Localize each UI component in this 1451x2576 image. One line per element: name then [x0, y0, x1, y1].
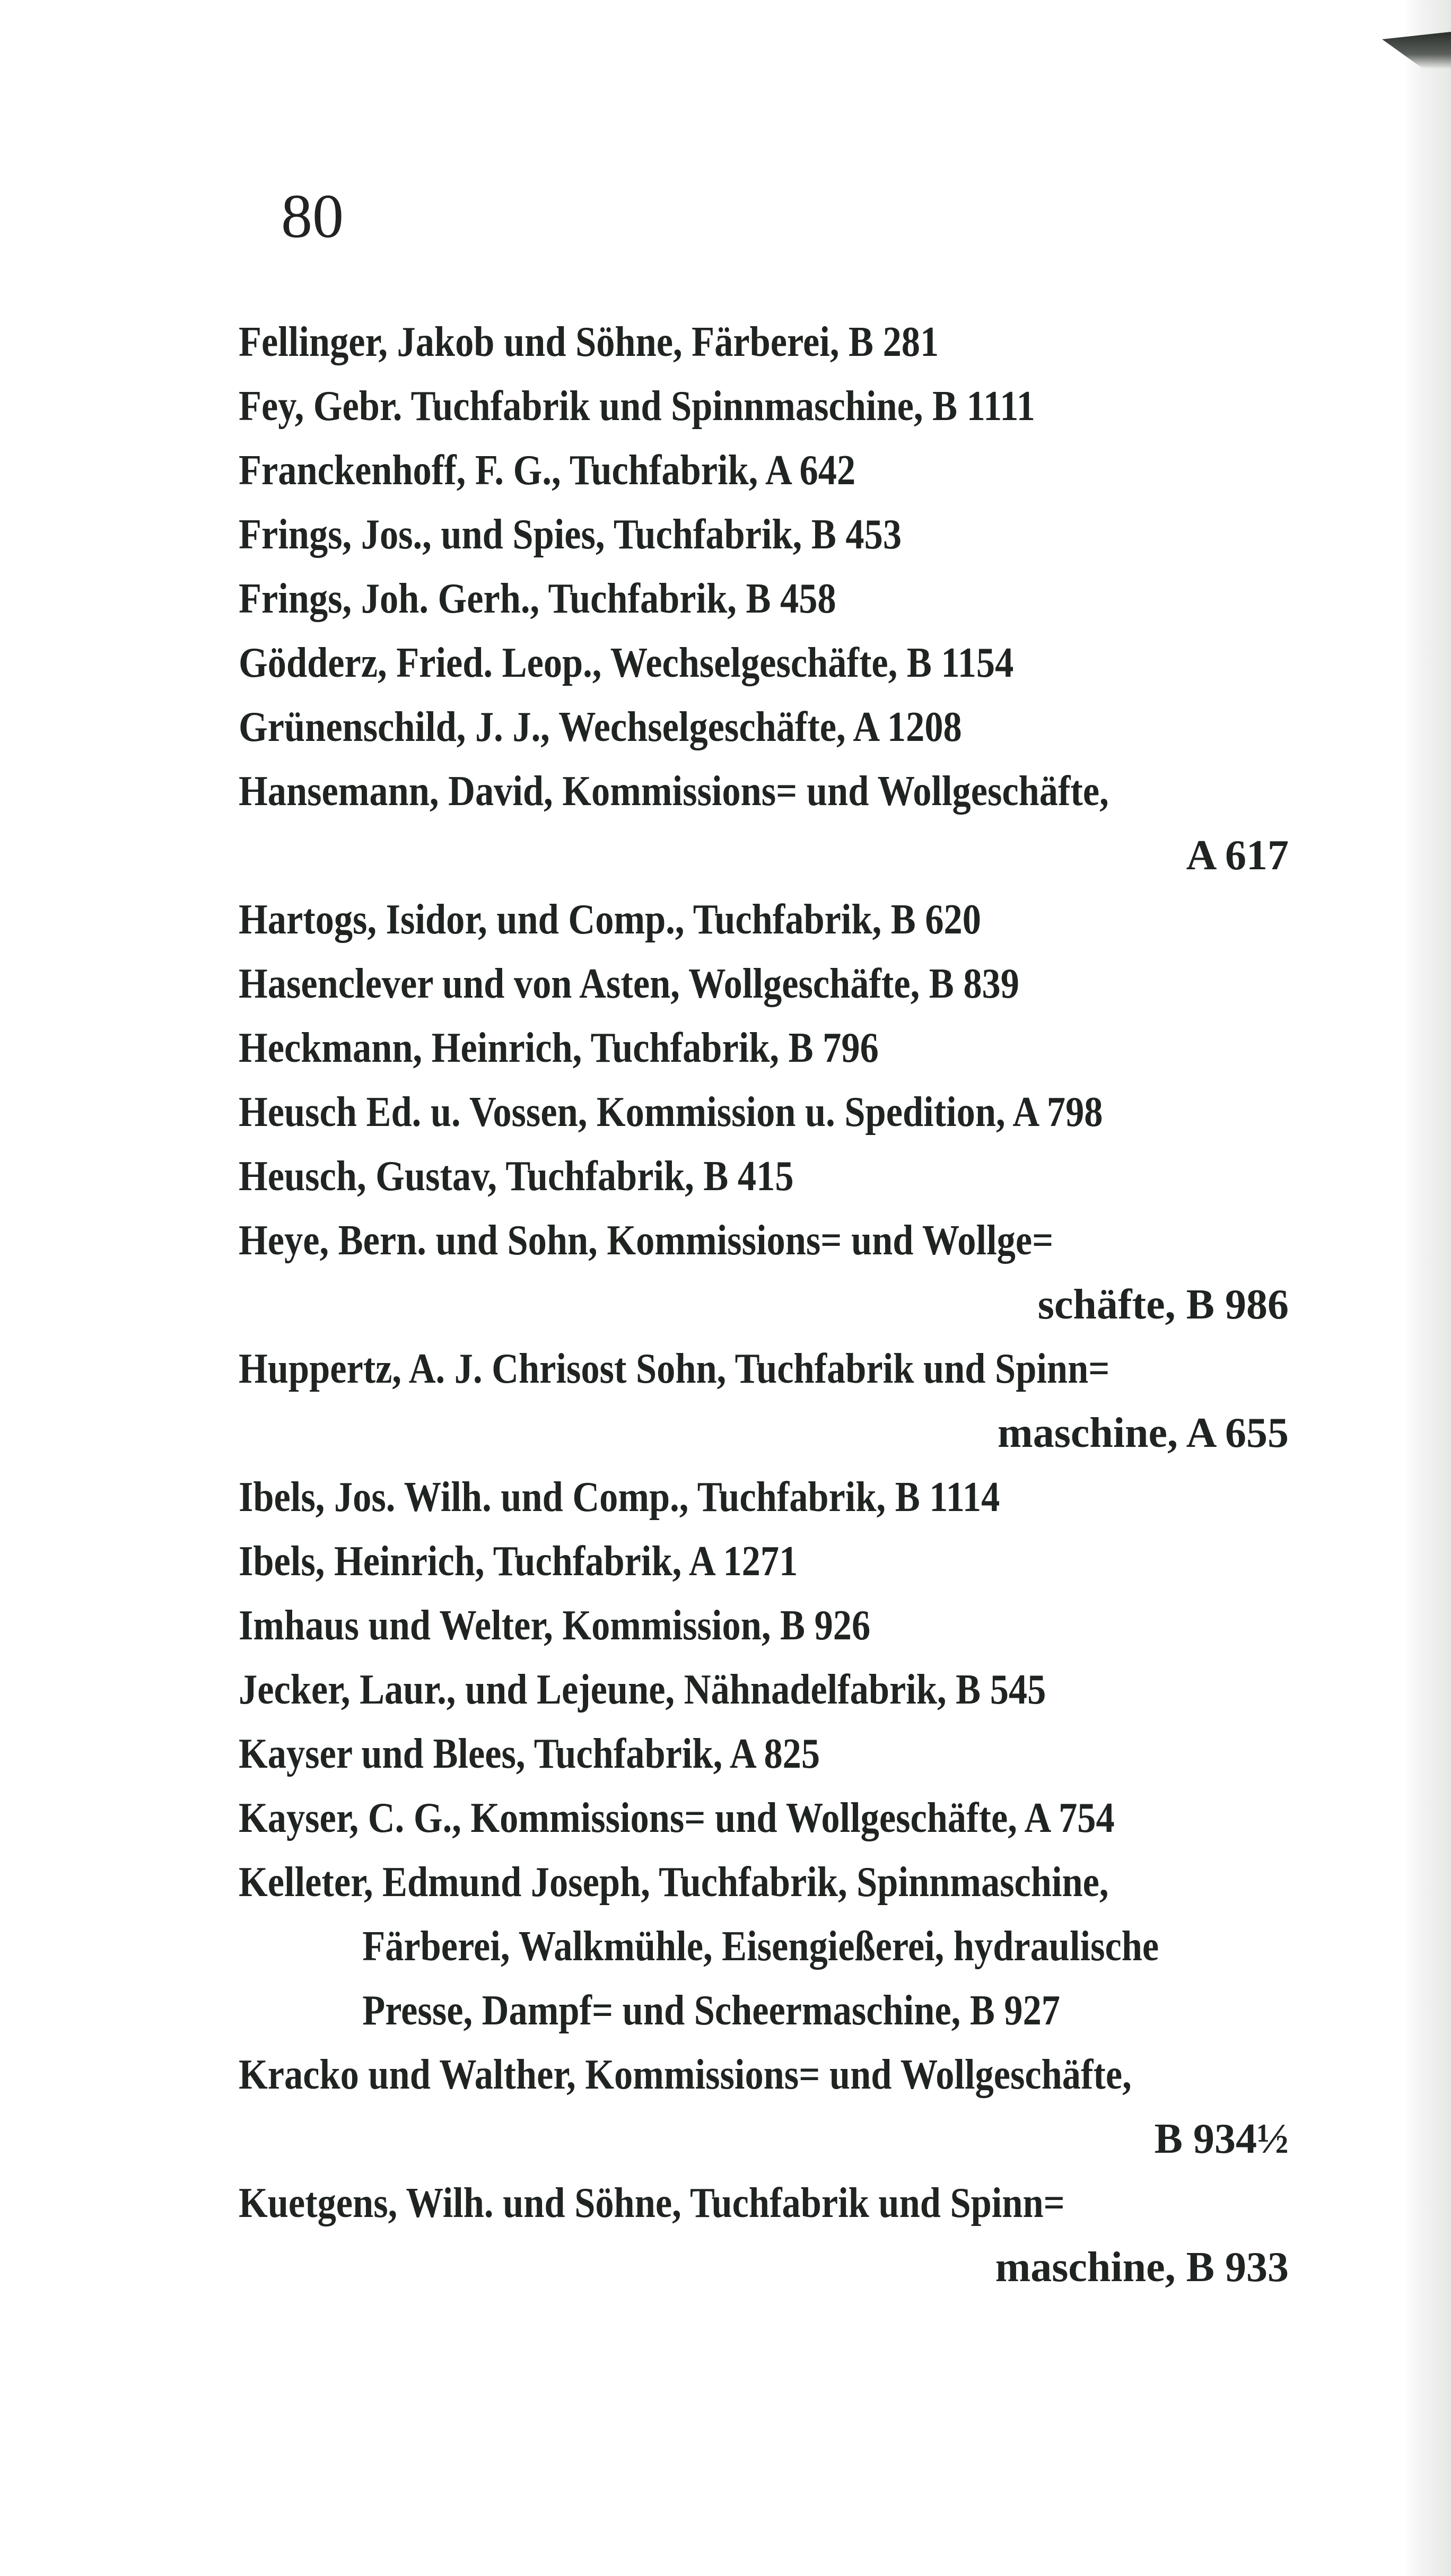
- entry-line: Kayser, C. G., Kommissions= und Wollgeschäfte, A 754: [239, 1795, 1115, 1841]
- entry-line: Ibels, Jos. Wilh. und Comp., Tuchfabrik, B 1114: [239, 1474, 1000, 1521]
- entry-line: Jecker, Laur., und Lejeune, Nähnadelfabrik, B 545: [239, 1666, 1046, 1713]
- entry-line: Heusch Ed. u. Vossen, Kommission u. Spedition, A 798: [239, 1089, 1103, 1136]
- entry-line: Kelleter, Edmund Joseph, Tuchfabrik, Spinnmaschine,: [239, 1859, 1109, 1906]
- entry-line: Frings, Jos., und Spies, Tuchfabrik, B 453: [239, 511, 902, 558]
- directory-entry: [239, 567, 1299, 631]
- entry-line: Franckenhoff, F. G., Tuchfabrik, A 642: [239, 447, 856, 494]
- entry-line: Fellinger, Jakob und Söhne, Färberei, B 281: [239, 319, 939, 365]
- entry-continuation-line: Färberei, Walkmühle, Eisengießerei, hydraulische: [362, 1923, 1159, 1970]
- directory-entry: [239, 1530, 1299, 1594]
- directory-entry: [239, 1850, 1299, 2043]
- directory-entry: [239, 1594, 1299, 1658]
- entry-line: Hansemann, David, Kommissions= und Wollgeschäfte,: [239, 768, 1109, 815]
- page-binding-shadow: [1382, 32, 1451, 69]
- directory-entry: [239, 2171, 1299, 2300]
- entry-continuation-line: schäfte, B 986: [1037, 1281, 1289, 1328]
- directory-entry: [239, 310, 1299, 374]
- entry-continuation-line: B 934½: [1154, 2116, 1289, 2162]
- directory-entry: [239, 1722, 1299, 1786]
- directory-entry: [239, 1786, 1299, 1850]
- entry-line: Fey, Gebr. Tuchfabrik und Spinnmaschine, B 1111: [239, 383, 1035, 430]
- entry-continuation-line: A 617: [1186, 832, 1289, 879]
- entry-line: Grünenschild, J. J., Wechselgeschäfte, A 1208: [239, 704, 962, 750]
- entry-line: Kracko und Walther, Kommissions= und Wollgeschäfte,: [239, 2051, 1132, 2098]
- entry-line: Gödderz, Fried. Leop., Wechselgeschäfte, B 1154: [239, 640, 1014, 686]
- directory-entry: [239, 888, 1299, 952]
- entry-line: Hartogs, Isidor, und Comp., Tuchfabrik, B 620: [239, 896, 981, 943]
- directory-entry: [239, 439, 1299, 503]
- entry-line: Heusch, Gustav, Tuchfabrik, B 415: [239, 1153, 794, 1200]
- entry-line: Kuetgens, Wilh. und Söhne, Tuchfabrik und Spinn=: [239, 2180, 1065, 2226]
- entry-line: Kayser und Blees, Tuchfabrik, A 825: [239, 1731, 820, 1777]
- entry-continuation-line: Presse, Dampf= und Scheermaschine, B 927: [362, 1987, 1060, 2034]
- directory-entry: [239, 952, 1299, 1016]
- directory-entry: [239, 503, 1299, 567]
- directory-entry: [239, 1016, 1299, 1080]
- directory-entries-list: [239, 310, 1299, 2300]
- entry-line: Heye, Bern. und Sohn, Kommissions= und Wollge=: [239, 1217, 1054, 1264]
- entry-line: Frings, Joh. Gerh., Tuchfabrik, B 458: [239, 575, 836, 622]
- entry-line: Ibels, Heinrich, Tuchfabrik, A 1271: [239, 1538, 798, 1585]
- entry-line: Huppertz, A. J. Chrisost Sohn, Tuchfabrik und Spinn=: [239, 1346, 1110, 1392]
- page-binding-edge: [1403, 0, 1451, 2576]
- page-number: 80: [281, 181, 344, 251]
- directory-entry: [239, 1465, 1299, 1530]
- directory-entry: [239, 1337, 1299, 1465]
- entry-line: Hasenclever und von Asten, Wollgeschäfte, B 839: [239, 960, 1019, 1007]
- directory-entry: [239, 695, 1299, 759]
- entry-continuation-line: maschine, B 933: [995, 2244, 1289, 2291]
- entry-line: Imhaus und Welter, Kommission, B 926: [239, 1602, 871, 1649]
- entry-line: Heckmann, Heinrich, Tuchfabrik, B 796: [239, 1025, 879, 1071]
- directory-entry: [239, 1145, 1299, 1209]
- directory-entry: [239, 759, 1299, 888]
- directory-entry: [239, 1080, 1299, 1145]
- directory-entry: [239, 2043, 1299, 2171]
- directory-entry: [239, 1209, 1299, 1337]
- directory-entry: [239, 374, 1299, 439]
- directory-entry: [239, 631, 1299, 695]
- entry-continuation-line: maschine, A 655: [998, 1410, 1289, 1456]
- directory-entry: [239, 1658, 1299, 1722]
